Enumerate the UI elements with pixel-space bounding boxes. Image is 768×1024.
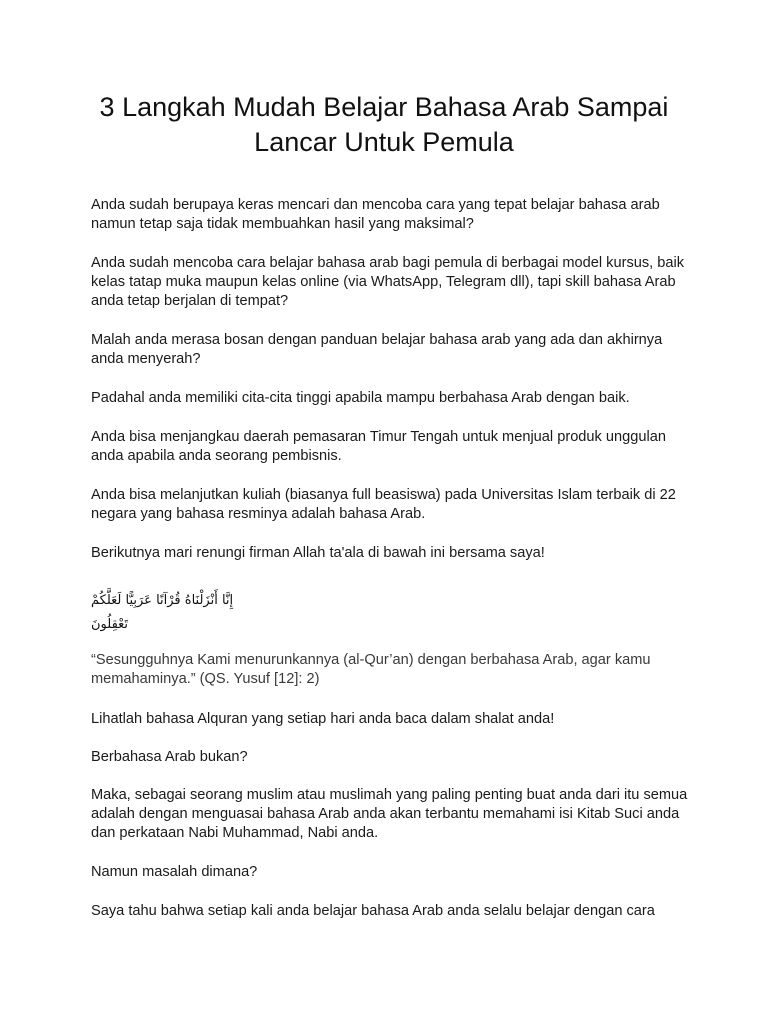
paragraph-12: Saya tahu bahwa setiap kali anda belajar bahasa Arab anda selalu belajar dengan cara	[91, 903, 655, 919]
paragraph-7: Berikutnya mari renungi firman Allah ta'ala di bawah ini bersama saya!	[91, 545, 545, 561]
paragraph-2: Anda sudah mencoba cara belajar bahasa arab bagi pemula di berbagai model kursus, baik kelas tatap muka maupun kelas online (via WhatsApp, Telegram dll), tapi skill bahasa Arab anda tetap berjalan di tempat?	[91, 255, 685, 310]
paragraph-3: Malah anda merasa bosan dengan panduan belajar bahasa arab yang ada dan akhirnya anda menyerah?	[91, 332, 663, 368]
paragraph-1: Anda sudah berupaya keras mencari dan mencoba cara yang tepat belajar bahasa arab namun tetap saja tidak membuahkan hasil yang maksimal?	[91, 197, 660, 233]
paragraph-9: Berbahasa Arab bukan?	[91, 749, 248, 765]
paragraph-8: Lihatlah bahasa Alquran yang setiap hari anda baca dalam shalat anda!	[91, 711, 555, 727]
verse-translation: “Sesungguhnya Kami menurunkannya (al-Qur’an) dengan berbahasa Arab, agar kamu memahaminya.” (QS. Yusuf [12]: 2)	[91, 652, 651, 688]
paragraph-11: Namun masalah dimana?	[91, 864, 258, 880]
arabic-verse: إِنَّا أَنْزَلْنَاهُ قُرْآنًا عَرَبِيًّا لَعَلَّكُمْ تَعْقِلُونَ	[91, 593, 234, 632]
paragraph-6: Anda bisa melanjutkan kuliah (biasanya full beasiswa) pada Universitas Islam terbaik di 22 negara yang bahasa resminya adalah bahasa Arab.	[91, 487, 676, 523]
paragraph-4: Padahal anda memiliki cita-cita tinggi apabila mampu berbahasa Arab dengan baik.	[91, 390, 630, 406]
paragraph-5: Anda bisa menjangkau daerah pemasaran Timur Tengah untuk menjual produk unggulan anda apabila anda seorang pembisnis.	[91, 429, 666, 465]
paragraph-10: Maka, sebagai seorang muslim atau muslimah yang paling penting buat anda dari itu semua adalah dengan menguasai bahasa Arab anda akan terbantu memahami isi Kitab Suci anda dan perkataan Nabi Muhammad, Nabi anda.	[91, 787, 688, 842]
document-title: 3 Langkah Mudah Belajar Bahasa Arab Sampai Lancar Untuk Pemula	[99, 92, 669, 157]
